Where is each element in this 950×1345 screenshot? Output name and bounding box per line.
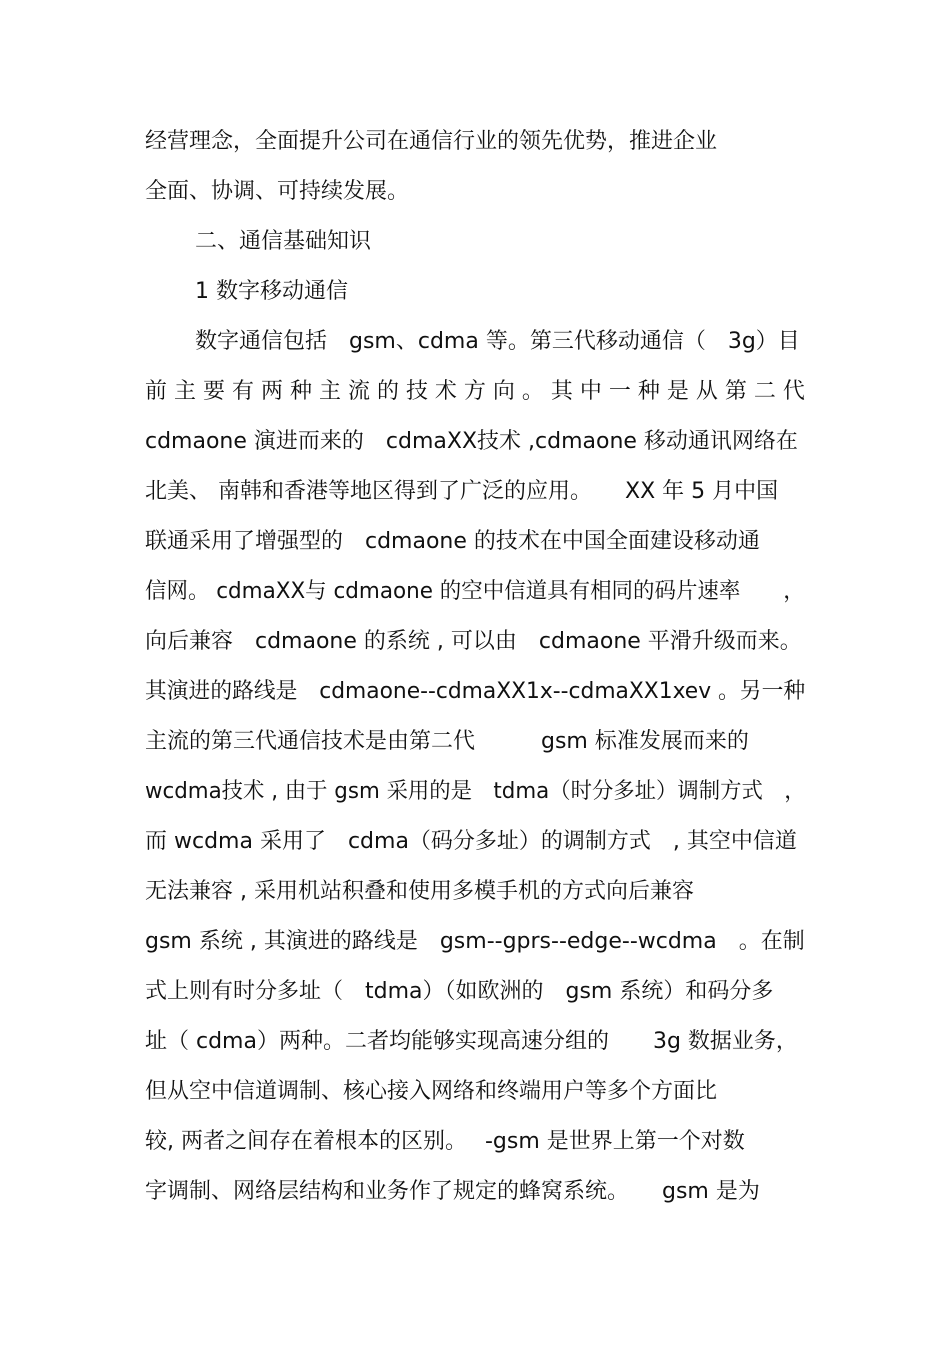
text-line: 前 主 要 有 两 种 主 流 的 技 术 方 向 。 其 中 一 种 是 从 第 二 代 xyxy=(145,379,805,404)
text-line: 数字通信包括 gsm、cdma 等。第三代移动通信（ 3g）目 xyxy=(195,329,800,354)
text-line: 无法兼容 , 采用机站积叠和使用多模手机的方式向后兼容 xyxy=(145,879,694,904)
text-line: 经营理念，全面提升公司在通信行业的领先优势，推进企业 xyxy=(145,129,718,154)
text-line: 式上则有时分多址（ tdma）（如欧洲的 gsm 系统）和码分多 xyxy=(145,979,774,1004)
text-line: cdmaone 演进而来的 cdmaXX技术 ,cdmaone 移动通讯网络在 xyxy=(145,429,798,454)
text-line: 其演进的路线是 cdmaone--cdmaXX1x--cdmaXX1xev 。另一种 xyxy=(145,679,806,704)
text-line: 而 wcdma 采用了 cdma（码分多址）的调制方式 , 其空中信道 xyxy=(145,829,797,854)
text-line: 主流的第三代通信技术是由第二代 gsm 标准发展而来的 xyxy=(145,729,749,754)
text-line: gsm 系统 , 其演进的路线是 gsm--gprs--edge--wcdma 。在制 xyxy=(145,929,805,954)
text-line: 联通采用了增强型的 cdmaone 的技术在中国全面建设移动通 xyxy=(145,529,760,554)
text-line: 但从空中信道调制、核心接入网络和终端用户等多个方面比 xyxy=(145,1079,718,1104)
text-line: wcdma技术 , 由于 gsm 采用的是 tdma（时分多址）调制方式 ， xyxy=(145,779,806,804)
text-line: 址（ cdma）两种。二者均能够实现高速分组的 3g 数据业务， xyxy=(145,1029,798,1054)
text-line: 信网。 cdmaXX与 cdmaone 的空中信道具有相同的码片速率 ， xyxy=(145,579,805,604)
section-heading: 二、通信基础知识 xyxy=(195,229,372,254)
text-line: 北美、 南韩和香港等地区得到了广泛的应用。 XX 年 5 月中国 xyxy=(145,479,779,504)
text-line: 全面、协调、可持续发展。 xyxy=(145,179,410,204)
text-line: 字调制、网络层结构和业务作了规定的蜂窝系统。 gsm 是为 xyxy=(145,1179,760,1204)
text-line: 向后兼容 cdmaone 的系统 , 可以由 cdmaone 平滑升级而来。 xyxy=(145,629,802,654)
subsection-heading: 1 数字移动通信 xyxy=(195,279,348,304)
text-line: 较, 两者之间存在着根本的区别。 -gsm 是世界上第一个对数 xyxy=(145,1129,745,1154)
